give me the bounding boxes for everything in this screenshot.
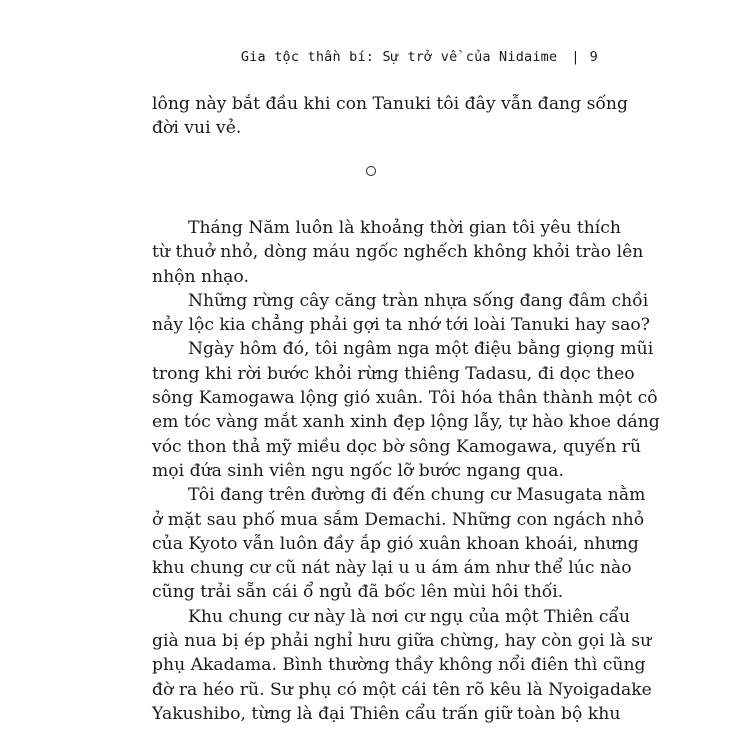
text-line: Tôi đang trên đường đi đến chung cư Masugata nằm [188, 485, 646, 506]
text-line: Tháng Năm luôn là khoảng thời gian tôi yêu thích [188, 218, 621, 238]
text-line: mọi đứa sinh viên ngu ngốc lỡ bước ngang qua. [152, 460, 564, 481]
header-separator: | [571, 49, 580, 65]
text-line: trong khi rời bước khỏi rừng thiêng Tadasu, đi dọc theo [152, 363, 635, 384]
continued-paragraph [152, 92, 629, 141]
text-line: em tóc vàng mắt xanh xinh đẹp lộng lẫy, tự hào khoe dáng [152, 412, 660, 433]
text-line: ở mặt sau phố mua sắm Demachi. Những con ngách nhỏ [152, 509, 645, 530]
text-line: nảy lộc kia chẳng phải gợi ta nhớ tới loài Tanuki hay sao? [152, 315, 650, 336]
text-line: Khu chung cư này là nơi cư ngụ của một Thiên cẩu [188, 606, 631, 627]
book-title: Gia tộc thần bí: Sự trở về của Nidaime [240, 49, 558, 65]
text-line: sông Kamogawa lộng gió xuân. Tôi hóa thân thành một cô [152, 388, 658, 409]
page-number: 9 [589, 49, 598, 65]
text-line: Những rừng cây căng tràn nhựa sống đang đâm chồi [188, 290, 649, 311]
section-break-circle [366, 166, 376, 176]
text-line: phụ Akadama. Bình thường thầy không nổi điên thì cũng [152, 655, 646, 676]
text-line: từ thuở nhỏ, dòng máu ngốc nghếch không khỏi trào lên [152, 242, 644, 263]
main-text [152, 216, 660, 726]
text-line: vóc thon thả mỹ miều dọc bờ sông Kamogawa, quyến rũ [152, 436, 642, 457]
text-line: đờ ra héo rũ. Sư phụ có một cái tên rõ kêu là Nyoigadake [152, 679, 652, 700]
text-line: cũng trải sẵn cái ổ ngủ đã bốc lên mùi hôi thối. [152, 582, 564, 603]
text-line: lông này bắt đầu khi con Tanuki tôi đây vẫn đang sống [152, 94, 629, 114]
running-header [150, 49, 598, 65]
text-line: nhộn nhạo. [152, 266, 249, 287]
text-line: của Kyoto vẫn luôn đầy ắp gió xuân khoan khoái, nhưng [152, 533, 639, 554]
text-line: Ngày hôm đó, tôi ngâm nga một điệu bằng giọng mũi [188, 339, 654, 360]
text-line: Yakushibo, từng là đại Thiên cẩu trấn giữ toàn bộ khu [152, 703, 621, 724]
text-line: khu chung cư cũ nát này lại u u ám ám như thể lúc nào [152, 558, 632, 579]
text-line: đời vui vẻ. [152, 118, 242, 139]
text-line: già nua bị ép phải nghỉ hưu giữa chừng, hay còn gọi là sư [152, 631, 652, 652]
